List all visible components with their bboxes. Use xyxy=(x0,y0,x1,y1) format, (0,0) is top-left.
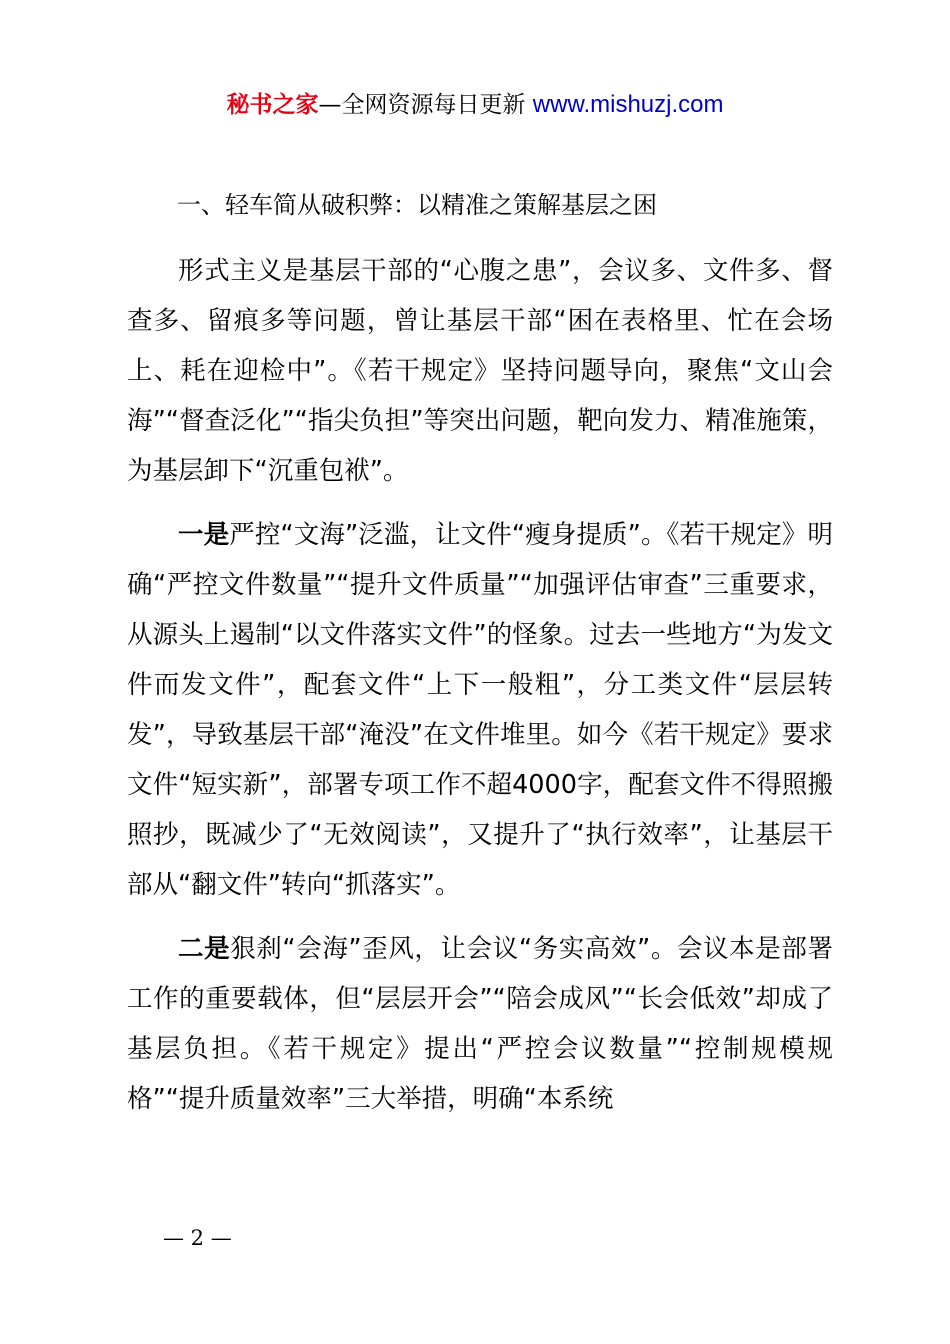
document-body xyxy=(127,185,833,1138)
brand-name: 秘书之家 xyxy=(226,92,319,118)
section-heading: 一、轻车简从破积弊：以精准之策解基层之困 xyxy=(177,191,657,219)
header-tagline: —全网资源每日更新 xyxy=(318,92,533,118)
point-one-paragraph xyxy=(127,510,833,910)
site-header xyxy=(0,88,950,122)
point-one-lead: 一是 xyxy=(178,520,230,550)
page-number: — 2 — xyxy=(163,1226,232,1250)
point-two-text: 狠刹“会海”歪风，让会议“务实高效”。会议本是部署工作的重要载体，但“层层开会”“陪会成风”“长会低效”却成了基层负担。《若干规定》提出“严控会议数量”“控制规模规格”“提升质量效率”三大举措，明确“本系统 xyxy=(127,934,833,1114)
point-two-paragraph xyxy=(127,924,833,1124)
point-one-text: 严控“文海”泛滥，让文件“瘦身提质”。《若干规定》明确“严控文件数量”“提升文件质量”“加强评估审查”三重要求，从源头上遏制“以文件落实文件”的怪象。过去一些地方“为发文件而发文件”，配套文件“上下一般粗”，分工类文件“层层转发”，导致基层干部“淹没”在文件堆里。如今《若干规定》要求文件“短实新”，部署专项工作不超4000字，配套文件不得照搬照抄，既减少了“无效阅读”，又提升了“执行效率”，让基层干部从“翻文件”转向“抓落实”。 xyxy=(127,520,833,900)
site-url[interactable]: www.mishuzj.com xyxy=(532,91,724,118)
point-two-lead: 二是 xyxy=(178,934,231,964)
intro-paragraph: 形式主义是基层干部的“心腹之患”，会议多、文件多、督查多、留痕多等问题，曾让基层干部“困在表格里、忙在会场上、耗在迎检中”。《若干规定》坚持问题导向，聚焦“文山会海”“督查泛化”“指尖负担”等突出问题，靶向发力、精准施策，为基层卸下“沉重包袱”。 xyxy=(127,256,833,486)
